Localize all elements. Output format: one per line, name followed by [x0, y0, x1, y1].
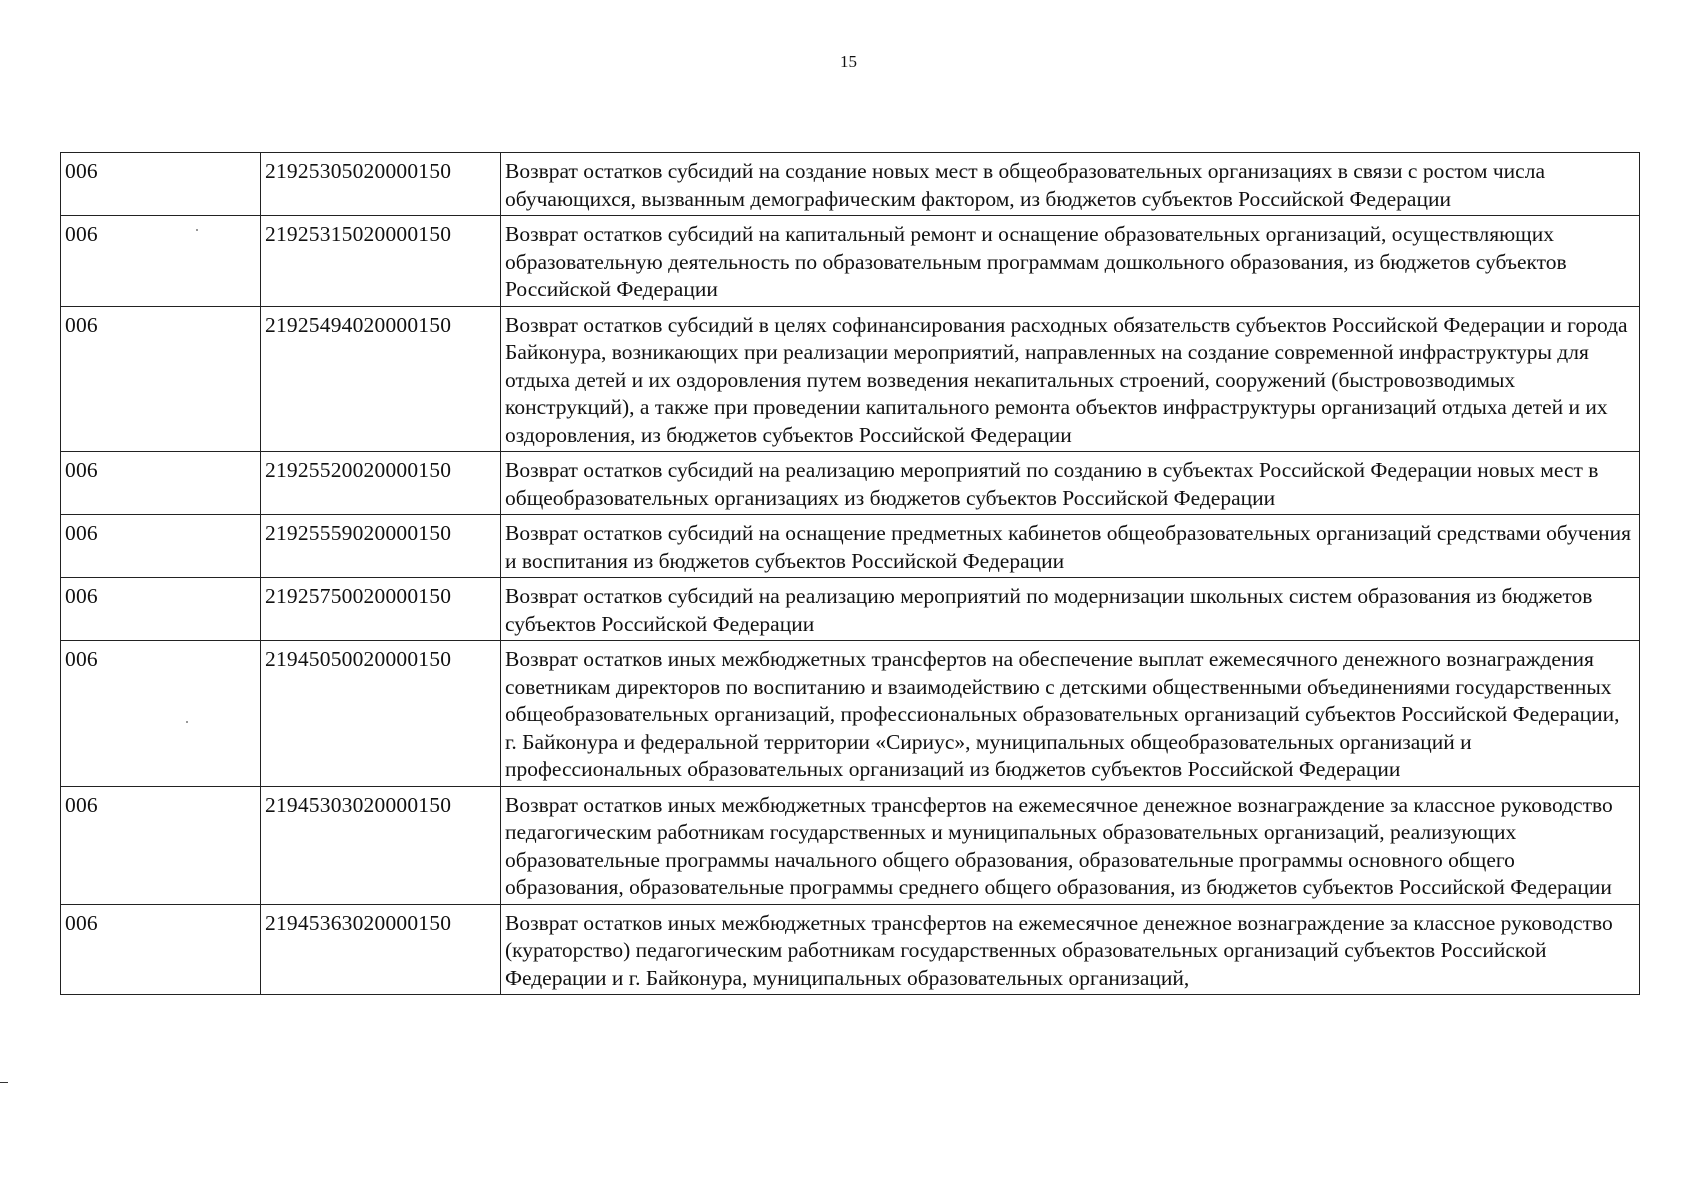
table-row: [61, 578, 1640, 641]
admin-code-cell: 006: [61, 216, 261, 307]
admin-code-cell: 006: [61, 786, 261, 904]
income-name-cell: Возврат остатков субсидий на реализацию мероприятий по созданию в субъектах Российской Федерации новых мест в общеобразовательных организациях из бюджетов субъектов Российской Федерации: [501, 452, 1640, 515]
income-name-cell: Возврат остатков субсидий на создание новых мест в общеобразовательных организациях в связи с ростом числа обучающихся, вызванным демографическим фактором, из бюджетов субъектов Российской Федерации: [501, 153, 1640, 216]
income-name-cell: Возврат остатков иных межбюджетных трансфертов на ежемесячное денежное вознаграждение за классное руководство педагогическим работникам государственных и муниципальных образовательных организаций, реализующих образовательные программы начального общего образования, образовательные программы основного общего образования, образовательные программы среднего общего образования, из бюджетов субъектов Российской Федерации: [501, 786, 1640, 904]
page-number: 15: [840, 52, 857, 71]
table-row: [61, 515, 1640, 578]
income-code-cell: 21925494020000150: [261, 306, 501, 452]
income-code-cell: 21925520020000150: [261, 452, 501, 515]
admin-code-cell: 006: [61, 904, 261, 995]
income-code-cell: 21925559020000150: [261, 515, 501, 578]
income-code-cell: 21925305020000150: [261, 153, 501, 216]
income-code-cell: 21945363020000150: [261, 904, 501, 995]
scan-speck: [196, 229, 198, 231]
income-code-cell: 21925315020000150: [261, 216, 501, 307]
income-name-cell: Возврат остатков субсидий на реализацию мероприятий по модернизации школьных систем образования из бюджетов субъектов Российской Федерации: [501, 578, 1640, 641]
table-row: [61, 153, 1640, 216]
admin-code-cell: 006: [61, 452, 261, 515]
scan-speck: [186, 721, 188, 723]
table-row: [61, 306, 1640, 452]
admin-code-cell: 006: [61, 515, 261, 578]
admin-code-cell: 006: [61, 641, 261, 787]
table-row: [61, 641, 1640, 787]
admin-code-cell: 006: [61, 306, 261, 452]
income-name-cell: Возврат остатков субсидий на капитальный ремонт и оснащение образовательных организаций, осуществляющих образовательную деятельность по образовательным программам дошкольного образования, из бюджетов субъектов Российской Федерации: [501, 216, 1640, 307]
table-row: [61, 216, 1640, 307]
income-name-cell: Возврат остатков иных межбюджетных трансфертов на обеспечение выплат ежемесячного денежного вознаграждения советникам директоров по воспитанию и взаимодействию с детскими общественными объединениями государственных общеобразовательных организаций, профессиональных образовательных организаций субъектов Российской Федерации, г. Байконура и федеральной территории «Сириус», муниципальных общеобразовательных организаций и профессиональных образовательных организаций из бюджетов субъектов Российской Федерации: [501, 641, 1640, 787]
admin-code-cell: 006: [61, 153, 261, 216]
income-code-cell: 21945303020000150: [261, 786, 501, 904]
income-name-cell: Возврат остатков иных межбюджетных трансфертов на ежемесячное денежное вознаграждение за классное руководство (кураторство) педагогическим работникам государственных образовательных организаций субъектов Российской Федерации и г. Байконура, муниципальных образовательных организаций,: [501, 904, 1640, 995]
table-row: [61, 452, 1640, 515]
table-row: [61, 786, 1640, 904]
income-code-cell: 21925750020000150: [261, 578, 501, 641]
income-code-cell: 21945050020000150: [261, 641, 501, 787]
income-name-cell: Возврат остатков субсидий в целях софинансирования расходных обязательств субъектов Российской Федерации и города Байконура, возникающих при реализации мероприятий, направленных на создание современной инфраструктуры для отдыха детей и их оздоровления путем возведения некапитальных строений, сооружений (быстровозводимых конструкций), а также при проведении капитального ремонта объектов инфраструктуры организаций отдыха детей и их оздоровления, из бюджетов субъектов Российской Федерации: [501, 306, 1640, 452]
scan-edge-mark: [0, 1082, 8, 1083]
income-name-cell: Возврат остатков субсидий на оснащение предметных кабинетов общеобразовательных организаций средствами обучения и воспитания из бюджетов субъектов Российской Федерации: [501, 515, 1640, 578]
budget-codes-table: [60, 152, 1640, 995]
table-row: [61, 904, 1640, 995]
admin-code-cell: 006: [61, 578, 261, 641]
